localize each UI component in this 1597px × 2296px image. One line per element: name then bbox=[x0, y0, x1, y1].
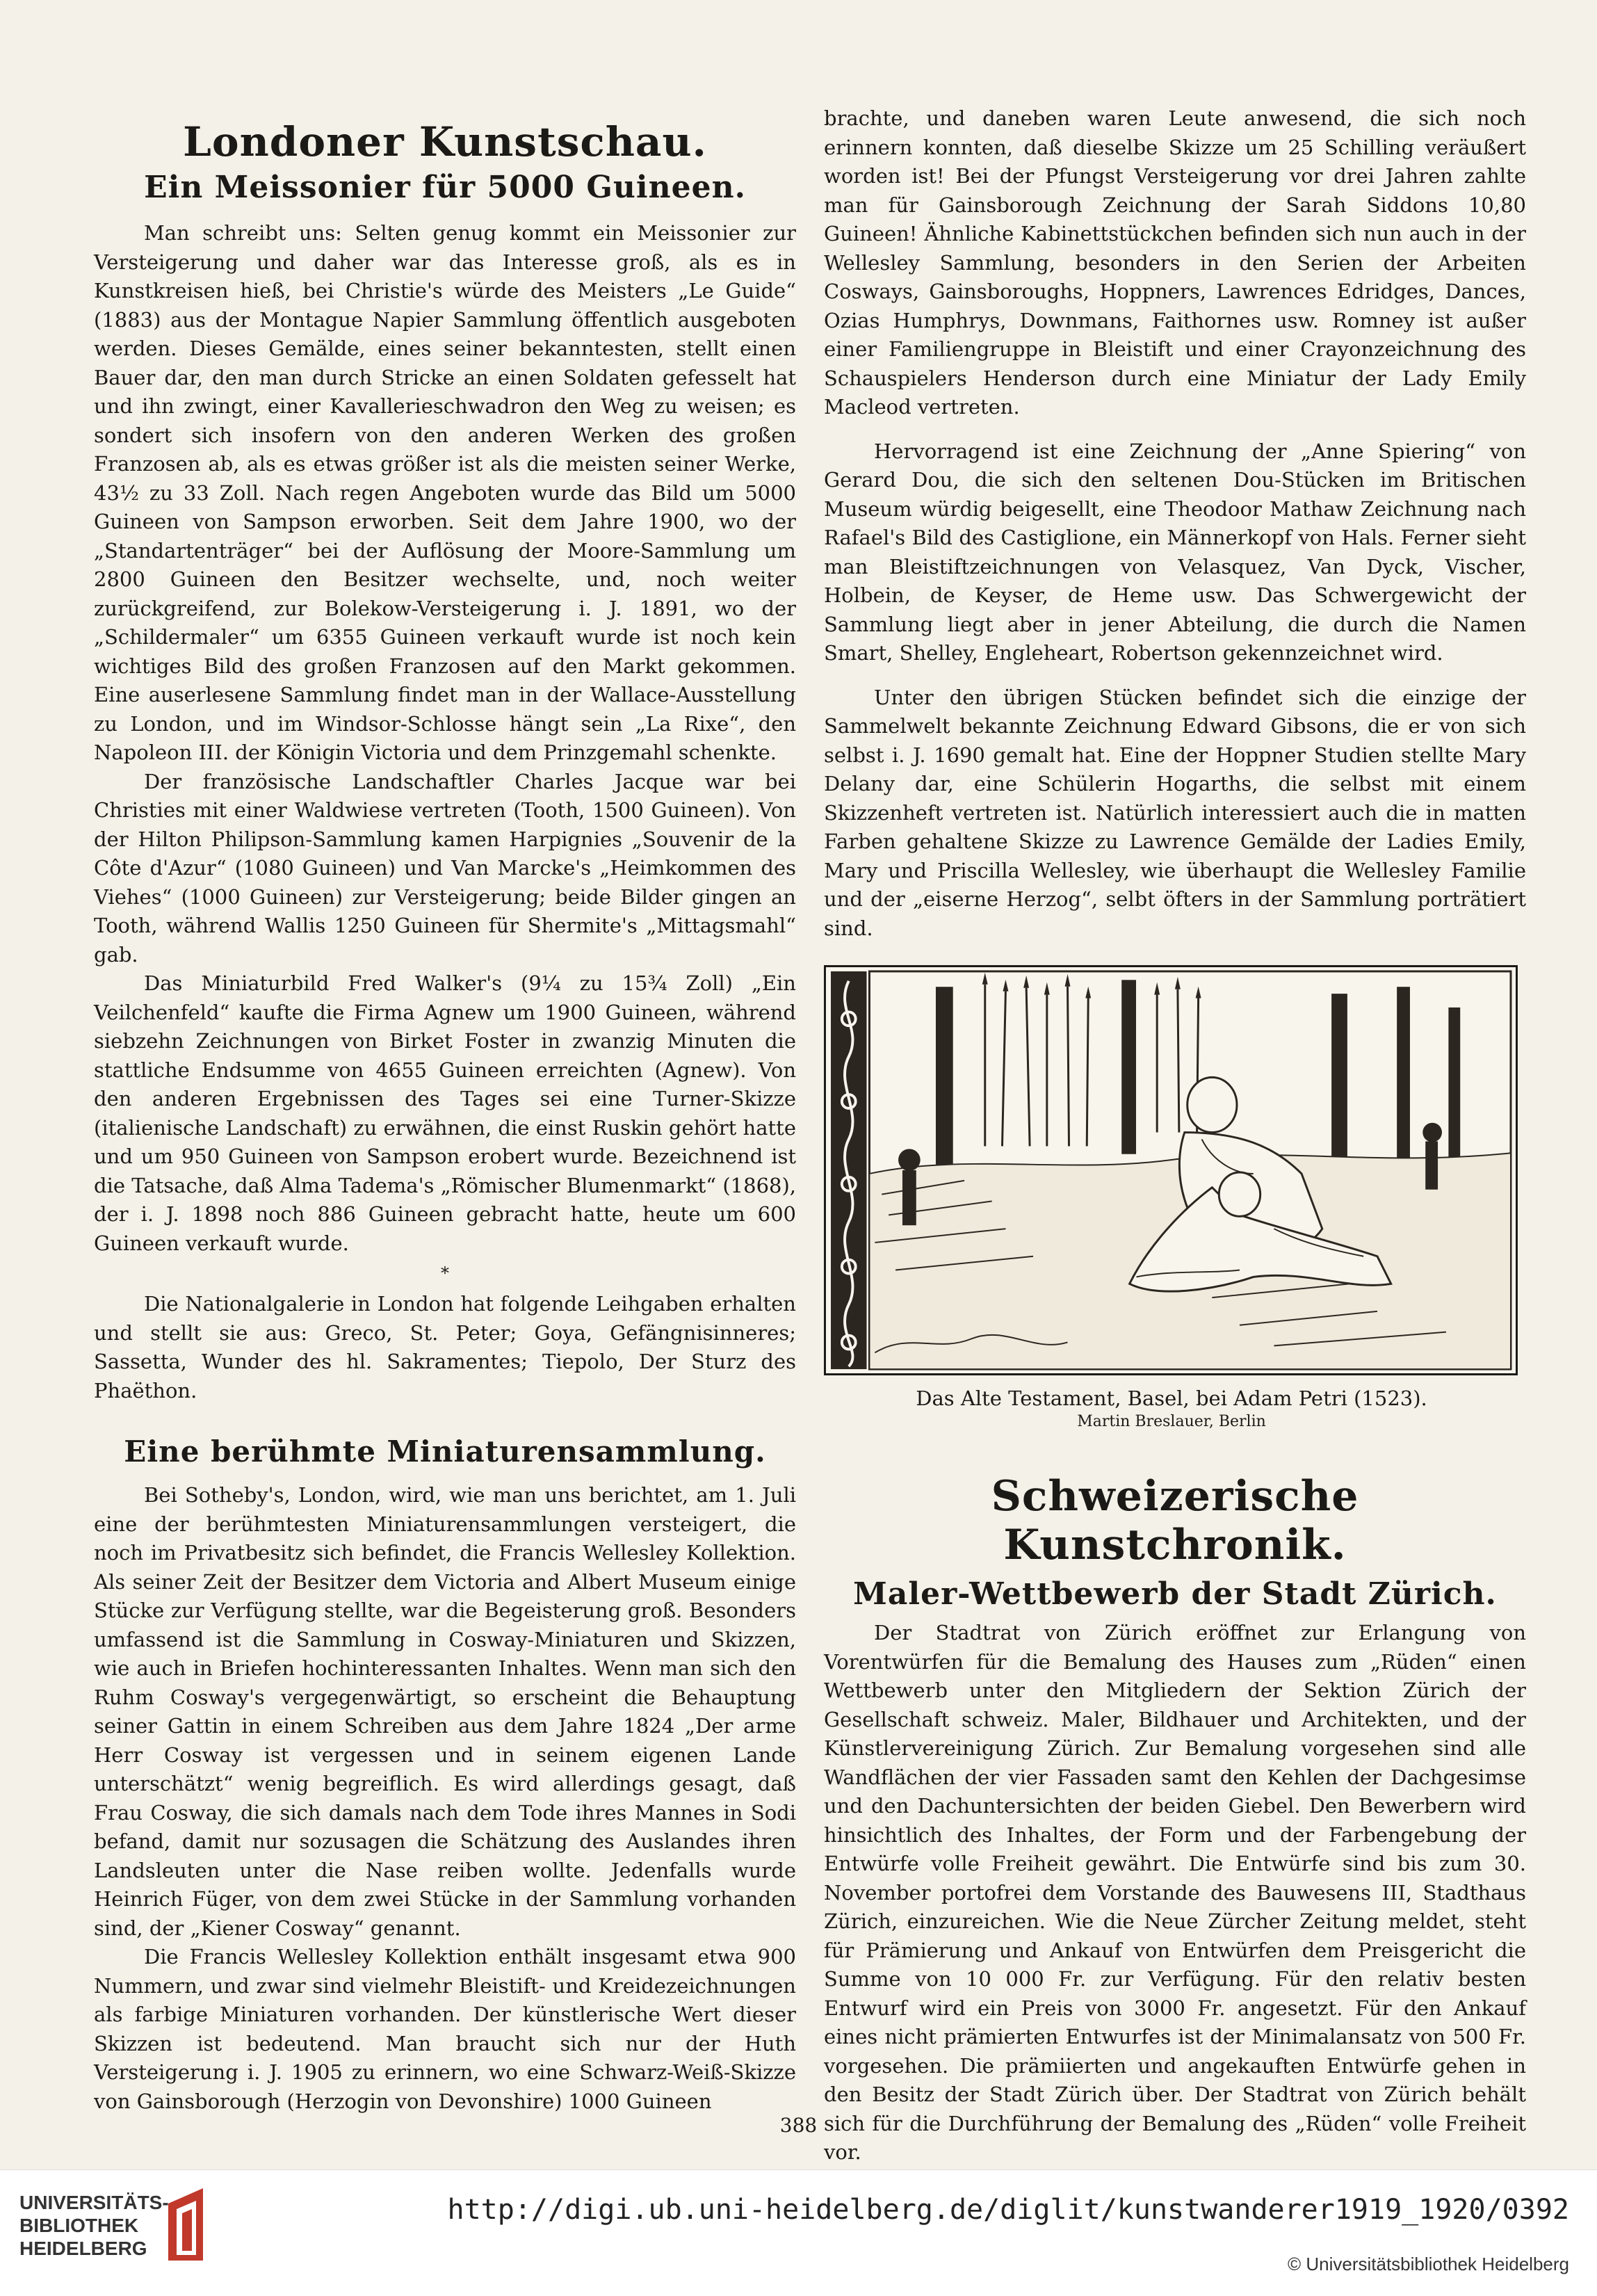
paragraph: Der französische Landschaftler Charles Jacque war bei Christies mit einer Waldwiese vertreten (Tooth, 1500 Guineen). Von der Hilton Philipson-Sammlung kamen Harpignies „Souvenir de la Côte d'Azur“ (1080 Guineen) und Van Marcke's „Heimkommen des Viehes“ (1000 Guineen) zur Versteigerung; beide Bilder gingen an Tooth, während Wallis 1250 Guineen für Shermite's „Mittagsmahl“ gab. bbox=[94, 769, 796, 967]
paragraph: Die Nationalgalerie in London hat folgende Leihgaben erhalten und stellt sie aus: Greco, St. Peter; Goya, Gefängnisinneres; Sassetta, Wunder des hl. Sakramentes; Tiepolo, Der Sturz des Phaëthon. bbox=[94, 1292, 796, 1402]
document-url-link[interactable]: http://digi.ub.uni-heidelberg.de/diglit/kunstwanderer1919_1920/0392 bbox=[447, 2194, 1569, 2226]
library-name-line: HEIDELBERG bbox=[19, 2238, 147, 2259]
figure-caption: Das Alte Testament, Basel, bei Adam Petri (1523). bbox=[916, 1387, 1427, 1410]
woodcut-figure bbox=[824, 965, 1519, 1430]
paragraph: Die Francis Wellesley Kollektion enthält insgesamt etwa 900 Nummern, und zwar sind vielmehr Bleistift- und Kreidezeichnungen als farbige Miniaturen vorhanden. Der künstlerische Wert dieser Skizzen ist bedeutend. Man braucht sich nur der Huth Versteigerung i. J. 1905 zu erinnern, wo eine Schwarz-Weiß-Skizze von Gainsborough (Herzogin von Devonshire) 1000 Guineen bbox=[94, 1945, 796, 2113]
paragraph: Man schreibt uns: Selten genug kommt ein Meissonier zur Versteigerung und daher war das Interesse groß, als es in Kunstkreisen hieß, bei Christie's würde des Meisters „Le Guide“ (1883) aus der Montague Napier Sammlung öffentlich ausgeboten werden. Dieses Gemälde, eines seiner bekanntesten, stellt einen Bauer dar, den man durch Stricke an einen Soldaten gefesselt hat und ihn zwingt, einer Kavallerieschwadron den Weg zu weisen; es sondert sich insofern von den anderen Werken des großen Franzosen ab, als es etwas größer ist als die meisten seiner Werke, 43½ zu 33 Zoll. Nach regen Angeboten wurde das Bild um 5000 Guineen von Sampson erworben. Seit dem Jahre 1900, wo der „Standartenträger“ bei der Auflösung der Moore-Sammlung um 2800 Guineen den Besitzer wechselte, und, noch weiter zurückgreifend, zur Bolekow-Versteigerung i. J. 1891, wo der „Schildermaler“ um 6355 Guineen verkauft wurde ist noch kein wichtiges Bild des großen Franzosen auf den Markt gekommen. Eine auserlesene Sammlung findet man in der Wallace-Ausstellung zu London, und im Windsor-Schlosse hängt sein „La Rixe“, den Napoleon III. der Königin Victoria und dem Prinzgemahl schenkte. bbox=[94, 221, 796, 764]
section-subheading: Maler-Wettbewerb der Stadt Zürich. bbox=[853, 1576, 1497, 1612]
figure-credit: Martin Breslauer, Berlin bbox=[1077, 1413, 1266, 1430]
footer-bar bbox=[0, 2169, 1597, 2296]
library-logo-icon bbox=[161, 2183, 222, 2266]
right-column bbox=[824, 104, 1526, 2167]
section-heading: Schweizerische Kunstchronik. bbox=[991, 1472, 1359, 1569]
paragraph: brachte, und daneben waren Leute anwesend, die sich noch erinnern konnten, daß dieselbe Skizze um 25 Schilling veräußert worden ist! Bei der Pfungst Versteigerung vor drei Jahren zahlte man für Gainsborough Zeichnung der Sarah Siddons 10,80 Guineen! Ähnliche Kabinettstückchen befinden sich nun auch in der Wellesley Sammlung, besonders in den Serien der Arbeiten Cosways, Gainsboroughs, Hoppners, Lawrences Edridges, Dances, Ozias Humphrys, Downmans, Faithornes usw. Romney ist außer einer Familiengruppe in Bleistift und einer Crayonzeichnung des Schauspielers Henderson durch eine Miniatur der Lady Emily Macleod vertreten. bbox=[824, 106, 1526, 419]
article-subtitle: Ein Meissonier für 5000 Guineen. bbox=[144, 170, 746, 205]
paragraph: Das Miniaturbild Fred Walker's (9¼ zu 15¾ Zoll) „Ein Veilchenfeld“ kaufte die Firma Agnew um 1900 Guineen, während siebzehn Zeichnungen von Birket Foster in zwanzig Minuten die stattliche Endsumme von 4655 Guineen erreichten (Agnew). Von den anderen Ergebnissen des Tages sei eine Turner-Skizze (italienische Landschaft) zu erwähnen, die einst Ruskin gehört hatte und um 950 Guineen von Sampson erobert wurde. Bezeichnend ist die Tatsache, daß Alma Tadema's „Römischer Blumenmarkt“ (1868), der i. J. 1898 noch 886 Guineen gebracht hatte, heute um 600 Guineen verkauft wurde. bbox=[94, 971, 796, 1255]
library-name-line: BIBLIOTHEK bbox=[19, 2215, 139, 2236]
section-heading: Eine berühmte Miniaturensammlung. bbox=[124, 1434, 766, 1469]
copyright-notice: © Universitätsbibliothek Heidelberg bbox=[1287, 2254, 1569, 2274]
page-number: 388 bbox=[779, 2114, 818, 2137]
paragraph: Bei Sotheby's, London, wird, wie man uns berichtet, am 1. Juli eine der berühmtesten Miniaturensammlungen versteigert, die noch im Privatbesitz sich befindet, die Francis Wellesley Kollektion. Als seiner Zeit der Besitzer dem Victoria and Albert Museum einige Stücke zur Verfügung stellte, war die Begeisterung groß. Besonders umfassend ist die Sammlung in Cosway-Miniaturen und Skizzen, wie auch in Briefen hochinteressanten Inhaltes. Wenn man sich den Ruhm Cosway's vergegenwärtigt, so erscheint die Behauptung seiner Gattin in einem Schreiben aus dem Jahre 1824 „Der arme Herr Cosway ist vergessen und in seinem eigenen Lande unterschätzt“ wenig begreiflich. Es wird allerdings gesagt, daß Frau Cosway, die sich damals nach dem Tode ihres Mannes in Sodi befand, damit nur sozusagen die Schätzung des Auslandes ihren Landsleuten unter die Nase reiben wollte. Jedenfalls wurde Heinrich Füger, von dem zwei Stücke in der Sammlung vorhanden sind, der „Kiener Cosway“ genannt. bbox=[94, 1483, 796, 1940]
section-separator: * bbox=[441, 1263, 449, 1283]
article-title: Londoner Kunstschau. bbox=[183, 118, 707, 165]
left-column bbox=[94, 104, 796, 2116]
paragraph: Unter den übrigen Stücken befindet sich die einzige der Sammelwelt bekannte Zeichnung Edward Gibsons, die er von sich selbst i. J. 1690 gemalt hat. Eine der Hoppner Studien stellte Mary Delany dar, eine Schülerin Hogarths, die selbst mit einem Skizzenheft vertreten ist. Natürlich interessiert auch die in matten Farben gehaltene Skizze zu Lawrence Gemälde der Ladies Emily, Mary und Priscilla Wellesley, wie überhaupt die Wellesley Familie und der „eiserne Herzog“, selbt öfters in der Sammlung porträtiert sind. bbox=[824, 685, 1526, 940]
library-name bbox=[19, 2191, 169, 2260]
paragraph: Hervorragend ist eine Zeichnung der „Anne Spiering“ von Gerard Dou, die sich den seltenen Dou-Stücken im Britischen Museum würdig beigesellt, eine Theodoor Mathaw Zeichnung nach Rafael's Bild des Castiglione, ein Männerkopf von Hals. Ferner sieht man Bleistiftzeichnungen von Velasquez, Van Dyck, Vischer, Holbein, de Keyser, de Heme usw. Das Schwergewicht der Sammlung liegt aber in jener Abteilung, die durch die Namen Smart, Shelley, Engleheart, Robertson gekennzeichnet wird. bbox=[824, 439, 1526, 665]
woodcut-illustration bbox=[824, 965, 1518, 1375]
paragraph: Der Stadtrat von Zürich eröffnet zur Erlangung von Vorentwürfen für die Bemalung des Hauses zum „Rüden“ einen Wettbewerb unter den Mitgliedern der Sektion Zürich der Gesellschaft schweiz. Maler, Bildhauer und Architekten, und der Künstlervereinigung Zürich. Zur Bemalung vorgesehen sind alle Wandflächen der vier Fassaden samt den Kehlen der Dachgesimse und den Dachuntersichten der beiden Giebel. Den Bewerbern wird hinsichtlich des Inhaltes, der Form und der Farbengebung der Entwürfe volle Freiheit gewährt. Die Entwürfe sind bis zum 30. November portofrei dem Vorstande des Bauwesens III, Stadthaus Zürich, einzureichen. Wie die Neue Zürcher Zeitung meldet, steht für Prämierung und Ankauf von Entwürfen dem Preisgericht die Summe von 10 000 Fr. zur Verfügung. Für den relativ besten Entwurf wird ein Preis von 3000 Fr. angesetzt. Für den Ankauf eines nicht prämierten Entwurfes ist der Minimalansatz von 500 Fr. vorgesehen. Die prämiierten und angekauften Entwürfe gehen in den Besitz der Stadt Zürich über. Der Stadtrat von Zürich behält sich für die Durchführung der Bemalung des „Rüden“ volle Freiheit vor. bbox=[824, 1621, 1526, 2164]
library-name-line: UNIVERSITÄTS- bbox=[19, 2192, 169, 2213]
